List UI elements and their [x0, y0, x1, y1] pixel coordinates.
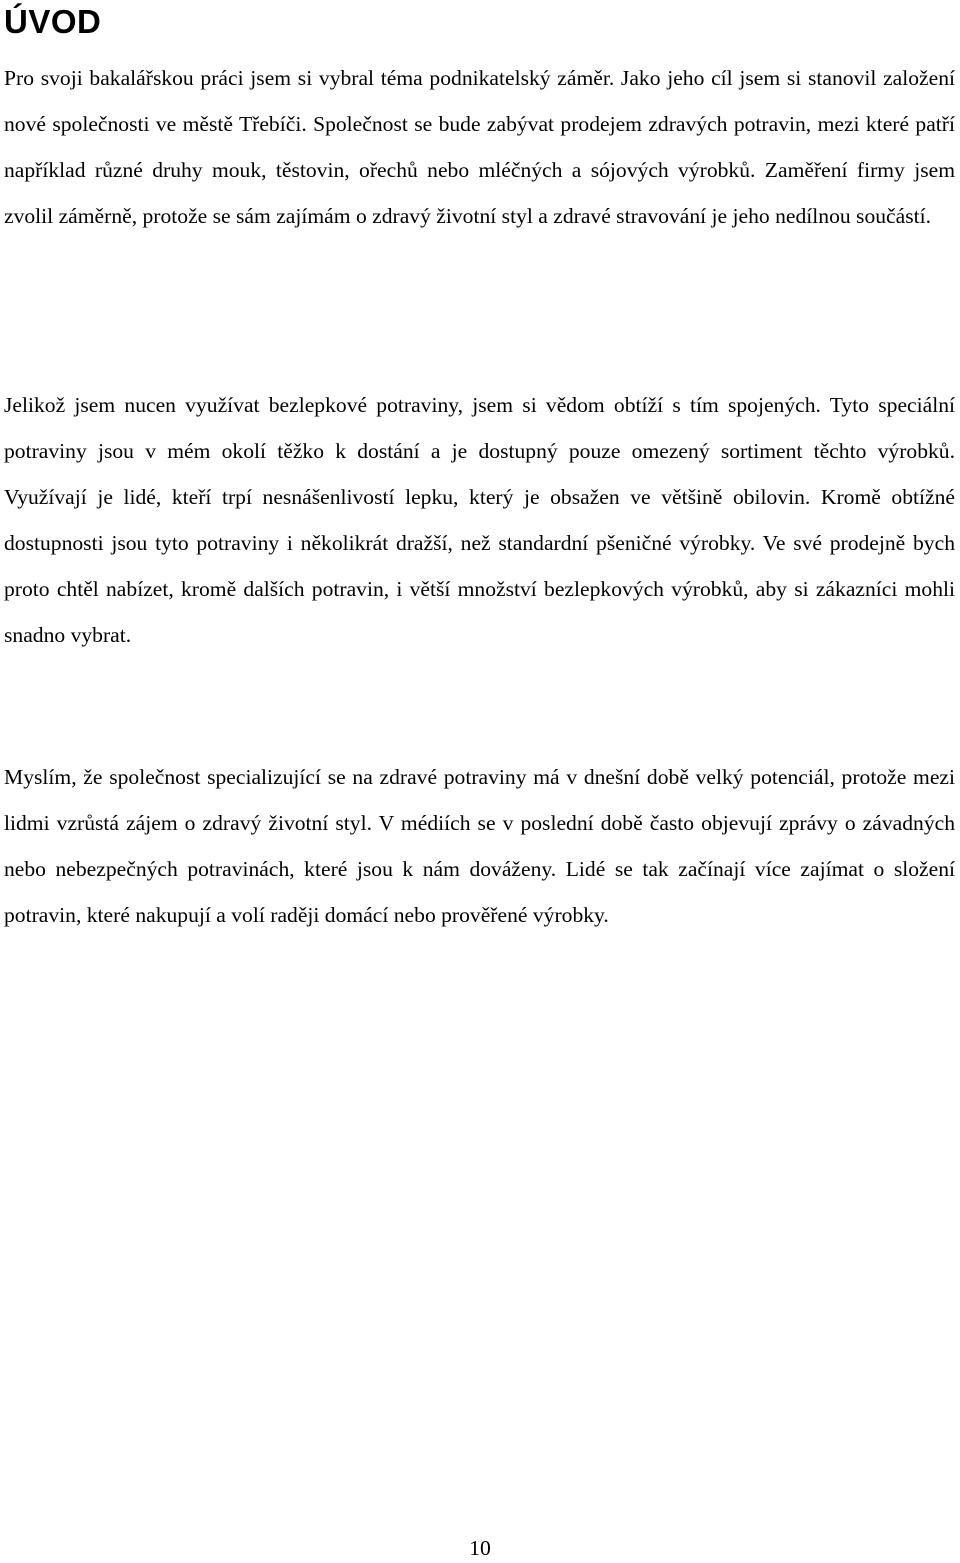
paragraph-gluten-free: Jelikož jsem nucen využívat bezlepkové potraviny, jsem si vědom obtíží s tím spojených. Tyto speciální potraviny jsou v mém okolí těžko k dostání a je dostupný pouze omezený sortiment těchto výrobků. Využívají je lidé, kteří trpí nesnášenlivostí lepku, který je obsažen ve většině obilovin. Kromě obtížné dostupnosti jsou tyto potraviny i několikrát dražší, než standardní pšeničné výrobky. Ve své prodejně bych proto chtěl nabízet, kromě dalších potravin, i větší množství bezlepkových výrobků, aby si zákazníci mohli snadno vybrat. — [4, 393, 955, 647]
paragraph-potential: Myslím, že společnost specializující se na zdravé potraviny má v dnešní době velký potenciál, protože mezi lidmi vzrůstá zájem o zdravý životní styl. V médiích se v poslední době často objevují zprávy o závadných nebo nebezpečných potravinách, které jsou k nám dováženy. Lidé se tak začínají více zajímat o složení potravin, které nakupují a volí raději domácí nebo prověřené výrobky. — [4, 765, 955, 927]
paragraph-intro: Pro svoji bakalářskou práci jsem si vybral téma podnikatelský záměr. Jako jeho cíl jsem si stanovil založení nové společnosti ve městě Třebíči. Společnost se bude zabývat prodejem zdravých potravin, mezi které patří například různé druhy mouk, těstovin, ořechů nebo mléčných a sójových výrobků. Zaměření firmy jsem zvolil záměrně, protože se sám zajímám o zdravý životní styl a zdravé stravování je jeho nedílnou součástí. — [4, 66, 955, 228]
page-number: 10 — [469, 1536, 491, 1560]
section-heading: ÚVOD — [4, 3, 102, 40]
